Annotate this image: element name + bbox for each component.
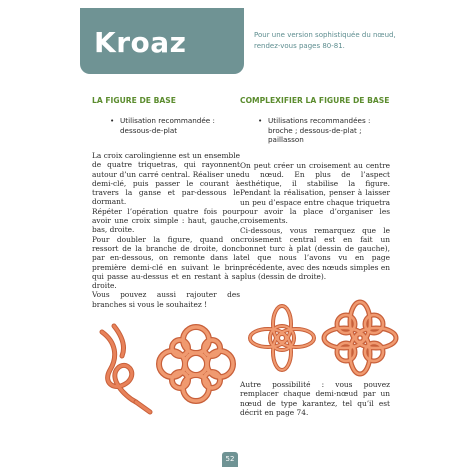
bullet-dot-icon: • [258,116,263,125]
left-paragraph-1: La croix carolingienne est un ensemble de quatre triquetras, qui rayonnent autour d’un carré central. Réaliser une demi-clé, puis passer le courant à travers la ganse et par-dessous le dormant. [92,151,240,207]
complex-cross-knot-icon [324,302,396,374]
title-banner [80,8,244,74]
left-bullet-text: Utilisation recommandée : dessous-de-plat [120,116,215,135]
right-paragraph-after: Autre possibilité : vous pouvez remplacer chaque demi-nœud par un nœud de type karantez, tel qu’il est décrit en page 74. [240,380,390,417]
knot-illustration-right [244,298,404,378]
left-paragraph-4: Vous pouvez aussi rajouter des branches si vous le souhaitez ! [92,290,240,309]
flat-turks-head-knot-icon [250,306,314,370]
knot-illustration-left [96,312,246,422]
right-bullet [240,116,390,145]
page-title: Kroaz [94,26,187,59]
left-column [92,96,240,309]
right-heading: COMPLEXIFIER LA FIGURE DE BASE [240,96,390,105]
left-heading: LA FIGURE DE BASE [92,96,176,105]
page-number: 52 [222,452,238,467]
right-paragraph-2: Ci-dessous, vous remarquez que le croisement central est en fait un bonnet turc à plat (dessin de gauche), tel que nous l’avons vu en page précédente, avec des nœuds simples en plus (dessin de droite). [240,225,390,282]
intro-note: Pour une version sophistiquée du nœud, rendez-vous pages 80-81. [254,31,396,50]
bullet-dot-icon: • [110,116,115,125]
carolingian-cross-knot-icon [159,327,233,401]
right-bullet-text: Utilisations recommandées : broche ; dessous-de-plat ; paillasson [268,116,371,144]
left-paragraph-3: Pour doubler la figure, quand on ressort de la branche de droite, donc par en-dessous, on remonte dans la première demi-clé en suivant le brin qui passe au-dessus et en restant à sa droite. [92,234,240,291]
left-bullet [92,116,240,135]
right-column [240,96,390,281]
half-hitch-knot-icon [102,326,150,412]
left-paragraph-2: Répéter l’opération quatre fois pour avoir une croix simple : haut, gauche, bas, droite. [92,206,240,235]
right-paragraph-1: On peut créer un croisement au centre du nœud. En plus de l’aspect esthétique, il stabilise la figure. Pendant la réalisation, penser à laisser un peu d’espace entre chaque triquetra pour avoir la place d’organiser les croisements. [240,160,390,226]
